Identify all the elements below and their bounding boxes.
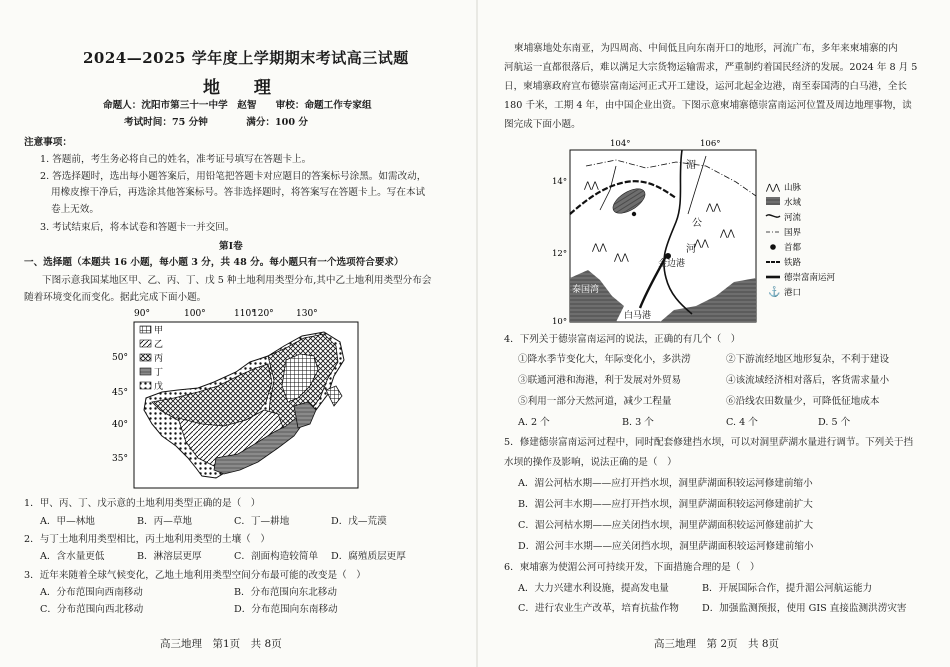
- legend-label: 丁: [154, 368, 164, 378]
- lat-label: 10°: [552, 317, 568, 327]
- lon-label: 100°: [184, 309, 206, 319]
- legend-swatch-bing: [140, 354, 151, 361]
- q4-option-b: B. 3 个: [622, 417, 654, 428]
- legend-swatch-yi: [140, 340, 151, 347]
- legend-swatch-water: [766, 197, 780, 205]
- notice-line: 用橡皮擦干净后，再选涂其他答案标号。答非选择题时，将答案写在答题卡上。写在本试: [51, 187, 426, 198]
- q4-item: ③联通河港和海港，利于发展对外贸易: [518, 375, 682, 386]
- q4-option-c: C. 4 个: [726, 417, 758, 428]
- mountain-icon: ⋀⋀: [706, 203, 721, 213]
- mountain-icon: ⋀⋀: [592, 243, 607, 253]
- legend-swatch-ding: [140, 368, 151, 375]
- question-intro: 下图示意我国某地区甲、乙、丙、丁、戊 5 种土地利用类型分布,其中乙土地利用类型分布会: [42, 275, 432, 286]
- question-5-stem-cont: 水坝的操作及影响，说法正确的是（ ）: [504, 457, 677, 468]
- latitude-labels: [112, 353, 128, 464]
- exam-info-line: 考试时间：75 分钟 满分：100 分: [124, 117, 308, 128]
- river-label: 公: [692, 218, 702, 229]
- mountain-icon: ⋀⋀: [584, 181, 599, 191]
- mountain-icon: ⋀⋀: [766, 183, 780, 193]
- passage-line: 图完成下面小题。: [504, 119, 581, 130]
- legend-label: 港口: [784, 288, 802, 298]
- passage-line: 柬埔寨地处东南亚，为四周高、中间低且向东南开口的地形，河流广布，多年来柬埔寨的内: [514, 43, 898, 54]
- q6-option-d: D．加强监测预报，使用 GIS 直接监测洪涝灾害: [702, 603, 907, 614]
- legend-label: 德崇富南运河: [784, 273, 836, 283]
- lon-label: 90°: [134, 309, 150, 319]
- notice-line: 3. 考试结束后，将本试卷和答题卡一并交回。: [40, 222, 235, 233]
- question-4-stem: 4．下列关于德崇富南运河的说法，正确的有几个（ ）: [504, 334, 741, 345]
- q5-option-a: A．湄公河枯水期——应打开挡水坝，洞里萨湖面积较运河修建前缩小: [518, 478, 813, 489]
- mountain-icon: ⋀⋀: [694, 239, 709, 249]
- longitude-labels: [134, 309, 318, 319]
- q5-option-c: C．湄公河枯水期——应关闭挡水坝，洞里萨湖面积较运河修建前扩大: [518, 520, 814, 531]
- legend-label: 山脉: [784, 183, 802, 193]
- canal-map-legend: [765, 182, 836, 298]
- question-intro: 随着环境变化而变化。据此完成下面小题。: [24, 292, 207, 303]
- q4-item: ⑥沿线农田数量少，可降低征地成本: [726, 396, 880, 407]
- lat-label: 12°: [552, 249, 568, 259]
- q6-option-c: C．进行农业生产改革，培育抗盐作物: [518, 603, 679, 614]
- q4-option-d: D. 5 个: [818, 417, 851, 428]
- lon-label: 130°: [296, 309, 318, 319]
- land-use-map: [112, 306, 368, 494]
- legend-label: 国界: [784, 228, 802, 238]
- legend-label: 铁路: [784, 258, 802, 268]
- question-2-stem: 2．与丁土地利用类型相比，丙土地利用类型的土壤（ ）: [24, 534, 270, 545]
- anchor-icon: ⚓: [768, 287, 781, 298]
- q3-option-d: D．分布范围向东南移动: [234, 604, 338, 615]
- q4-item: ⑤利用一部分天然河道，减少工程量: [518, 396, 672, 407]
- legend-label: 乙: [154, 340, 164, 350]
- question-6-stem: 6．柬埔寨为使湄公河可持续开发，下面措施合理的是（ ）: [504, 562, 760, 573]
- legend-label: 河流: [784, 213, 802, 223]
- part-heading: 第Ⅰ卷: [219, 241, 243, 252]
- q3-option-a: A．分布范围向西南移动: [40, 587, 143, 598]
- legend-label: 水域: [784, 198, 802, 208]
- q4-item: ④该流域经济相对落后，客货需求量小: [726, 375, 890, 386]
- lat-label: 40°: [112, 420, 128, 430]
- lon-label: 120°: [252, 309, 274, 319]
- mountain-icon: ⋀⋀: [614, 253, 629, 263]
- q6-option-a: A．大力兴建水利设施，提高发电量: [518, 583, 669, 594]
- gulf-of-thailand-label: 泰国湾: [572, 285, 600, 295]
- page-2: [478, 0, 950, 667]
- q2-option-d: D．腐殖质层更厚: [331, 551, 406, 562]
- passage-line: 180 千米，工期 4 年，由中国企业出资。下图示意柬埔寨德崇富南运河位置及周边地理事物，读: [504, 100, 912, 111]
- question-5-stem: 5．修建德崇富南运河过程中，同时配套修建挡水坝，可以对洞里萨湖水量进行调节。下列关于挡: [504, 437, 914, 448]
- exam-title: 2024—2025 学年度上学期期末考试高三试题: [83, 49, 409, 67]
- q1-option-d: D．戊—荒漠: [331, 516, 387, 527]
- author-line: 命题人：沈阳市第三十一中学 赵智 审校：命题工作专家组: [103, 100, 372, 111]
- mountain-icon: ⋀⋀: [720, 229, 735, 239]
- legend-capital-symbol: [770, 244, 776, 250]
- notice-heading: 注意事项：: [24, 137, 72, 148]
- q3-option-b: B．分布范围向东北移动: [234, 587, 337, 598]
- question-3-stem: 3．近年来随着全球气候变化，乙地土地利用类型空间分布最可能的改变是（ ）: [24, 570, 366, 581]
- q6-option-b: B．开展国际合作，提升湄公河航运能力: [702, 583, 873, 594]
- q1-option-a: A．甲—林地: [40, 516, 95, 527]
- q4-item: ①降水季节变化大，年际变化小，多洪涝: [518, 354, 691, 365]
- q2-option-a: A．含水量更低: [40, 551, 105, 562]
- legend-label: 丙: [154, 354, 164, 364]
- legend-swatch-jia: [140, 326, 151, 333]
- notice-line: 2. 答选择题时，选出每小题答案后，用铅笔把答题卡对应题目的答案标号涂黑。如需改动，: [40, 171, 427, 182]
- lat-label: 50°: [112, 353, 128, 363]
- page-footer: 高三地理 第 2页 共 8页: [654, 638, 780, 650]
- legend-label: 戊: [154, 382, 164, 392]
- question-1-stem: 1．甲、丙、丁、戊示意的土地利用类型正确的是（ ）: [24, 498, 261, 509]
- section-heading: 一、选择题（本题共 16 小题，每小题 3 分，共 48 分。每小题只有一个选项符合要求）: [24, 257, 404, 268]
- q4-item: ②下游流经地区地形复杂，不利于建设: [726, 354, 890, 365]
- subject-title: 地 理: [203, 78, 285, 98]
- river-label: 湄: [686, 160, 696, 171]
- lat-label: 35°: [112, 454, 128, 464]
- lon-label: 110°: [234, 309, 256, 319]
- legend-label: 首都: [784, 243, 802, 253]
- canal-map: [552, 138, 862, 330]
- city-marker: [632, 212, 636, 216]
- q4-option-a: A. 2 个: [518, 417, 550, 428]
- q3-option-c: C．分布范围向西北移动: [40, 604, 144, 615]
- lon-label: 106°: [700, 139, 721, 149]
- q1-option-c: C．丁—耕地: [234, 516, 290, 527]
- page-footer: 高三地理 第1页 共 8页: [160, 638, 282, 650]
- phnom-penh-port-label: 金边港: [658, 259, 686, 269]
- q2-option-b: B．淋溶层更厚: [137, 551, 202, 562]
- q1-option-b: B．丙—草地: [137, 516, 193, 527]
- legend-swatch-wu: [140, 382, 151, 389]
- notice-line: 1. 答题前，考生务必将自己的姓名，准考证号填写在答题卡上。: [40, 154, 312, 165]
- passage-line: 日，柬埔寨政府宣布德崇富南运河正式开工建设，运河北起金边港，南至泰国湾的白马港，全长: [504, 81, 907, 92]
- lat-label: 45°: [112, 388, 128, 398]
- canal-map-lat-labels: [552, 177, 567, 327]
- q5-option-b: B．湄公河丰水期——应打开挡水坝，洞里萨湖面积较运河修建前扩大: [518, 499, 813, 510]
- legend-label: 甲: [154, 326, 164, 336]
- river-label: 河: [686, 244, 696, 255]
- baima-port-label: 白马港: [624, 311, 652, 321]
- canal-map-lon-labels: [610, 139, 720, 149]
- q5-option-d: D．湄公河丰水期——应关闭挡水坝，洞里萨湖面积较运河修建前缩小: [518, 541, 814, 552]
- q2-option-c: C．剖面构造较简单: [234, 551, 319, 562]
- lat-label: 14°: [552, 177, 568, 187]
- notice-line: 卷上无效。: [51, 204, 99, 215]
- lon-label: 104°: [610, 139, 631, 149]
- legend-river-symbol: [766, 215, 780, 217]
- passage-line: 河航运一直都很落后，难以满足大宗货物运输需求，严重制约着国民经济的发展。2024 年 8 月 5: [504, 62, 918, 73]
